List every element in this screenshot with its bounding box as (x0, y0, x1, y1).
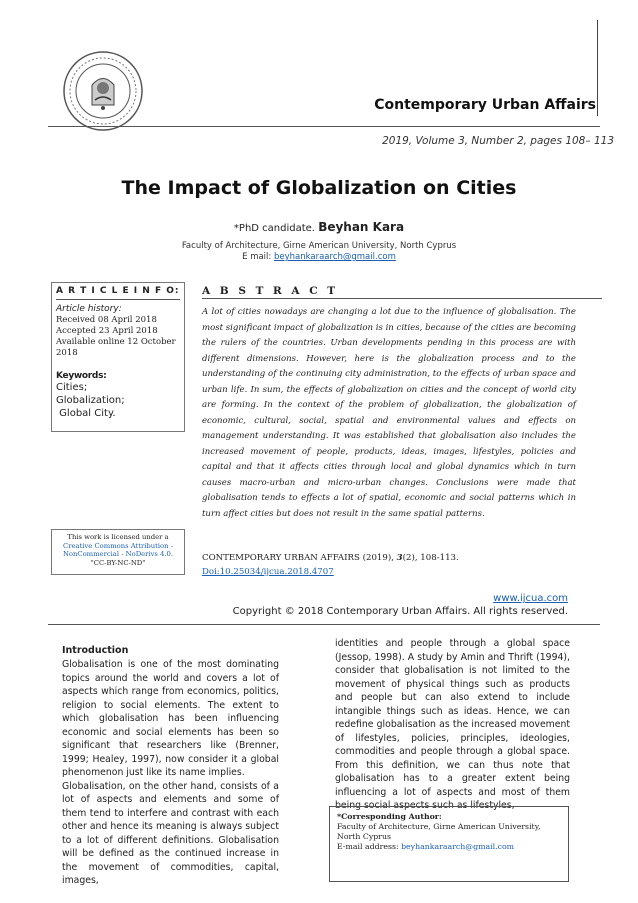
article-info-heading: A R T I C L E I N F O: (56, 286, 180, 300)
online-date: Available online 12 October 2018 (56, 337, 176, 358)
journal-title: Contemporary Urban Affairs (374, 97, 596, 113)
license-link[interactable]: Creative Commons Attribution - NonCommercial - NoDerivs 4.0. (62, 541, 174, 559)
body-right-column (335, 637, 570, 813)
keyword-item: Global City. (56, 408, 116, 419)
section-rule (48, 624, 600, 625)
article-history-label: Article history: (56, 304, 122, 314)
abstract-heading: A B S T R A C T (202, 285, 339, 297)
introduction-heading: Introduction (62, 645, 129, 656)
body-left-column (62, 658, 279, 888)
header-vertical-rule (597, 20, 598, 116)
accepted-date: Accepted 23 April 2018 (56, 326, 158, 336)
corresponding-author-label: *Corresponding Author: (337, 812, 442, 821)
journal-seal-icon (62, 50, 144, 132)
corresponding-email-line (337, 842, 561, 852)
citation-pages: (2), 108-113. (402, 553, 459, 563)
abstract-text: A lot of cities nowadays are changing a lot due to the influence of globalisation. The most significant impact of globalization is in cities, because of the cities are becoming the rulers of the countries. Urban developments pending in this process are with different dimensions. However, here is the globalization process and to the understanding of the continuing city administration, to the effects of urban space and urban life. In sum, the effects of globalization on cities and the concept of world city are forming. In the context of the problem of globalization, the globalization of economic, cultural, social, spatial and environmental values and effects on management understanding. It was established that globalisation also includes the increased movement of people, products, ideas, images, lifestyles, policies and capital and that it affects cities through local and global dynamics which in turn causes macro-urban and micro-urban changes. Conclusions were made that globalisation tends to effects a lot of spatial, economic and social patterns which in turn affect cities but does not result in the same spatial patterns. (202, 307, 576, 519)
author-name: Beyhan Kara (318, 220, 405, 234)
doi-link[interactable]: Doi:10.25034/ijcua.2018.4707 (202, 567, 334, 577)
corresponding-affiliation: Faculty of Architecture, Girne American University, North Cyprus (337, 822, 541, 841)
abstract-rule (202, 298, 602, 299)
citation-line (202, 553, 459, 563)
website-link[interactable]: www.ijcua.com (493, 593, 568, 604)
article-dates (56, 315, 180, 359)
header-rule (48, 126, 600, 127)
license-text: This work is licensed under a (67, 533, 169, 541)
corresponding-author-box (329, 806, 569, 882)
keyword-item: Globalization; (56, 395, 125, 406)
citation-volume: 3 (396, 553, 403, 563)
author-prefix: *PhD candidate. (233, 223, 315, 234)
left-column-text: Globalisation is one of the most dominating topics around the world and covers a lot of aspects which range from economics, politics, religion to social elements. The extent to which globalisation has been influencing economic and social elements has been so significant that researchers like (Brenner, 1999; Healey, 1997), now consider it a global phenomenon just like its name implies. Globalisation, on the other hand, consists of a lot of aspects and elements and some of them tend to interfere and contrast with each other and hence its meaning is always subject to a lot of different definitions. Globalisation will be defined as the continued increase in the movement of commodities, capital, images, (62, 659, 279, 886)
author-line (0, 220, 638, 234)
copyright-notice: Copyright © 2018 Contemporary Urban Affairs. All rights reserved. (232, 606, 568, 617)
author-email-line (0, 252, 638, 262)
author-affiliation: Faculty of Architecture, Girne American University, North Cyprus (181, 241, 457, 251)
email-label: E mail: (242, 252, 272, 262)
article-info-box (51, 282, 185, 432)
volume-line: 2019, Volume 3, Number 2, pages 108– 113 (382, 135, 614, 147)
corresponding-email-link[interactable]: beyhankaraarch@gmail.com (401, 842, 515, 851)
right-column-text: identities and people through a global space (Jessop, 1998). A study by Amin and Thrift (1994), consider that globalisation is not limited to the movement of physical things such as products and people but can also extend to include intangible things such as ideas. Hence, we can redefine globalisation as the increased movement of lifestyles, policies, principles, ideologies, commodities and people through a global space. From this definition, we can thus note that globalisation has to a greater extent being influencing a lot of aspects and most of them being social aspects such as lifestyles, (335, 638, 570, 811)
corresponding-email-label: E-mail address: (337, 842, 402, 851)
author-email-link[interactable]: beyhankaraarch@gmail.com (273, 252, 396, 262)
paper-title: The Impact of Globalization on Cities (121, 177, 517, 199)
keyword-item: Cities; (56, 382, 88, 393)
license-box (51, 529, 185, 575)
received-date: Received 08 April 2018 (56, 315, 157, 325)
license-code: "CC-BY-NC-ND" (90, 558, 146, 567)
keywords-label: Keywords: (56, 371, 107, 381)
citation-journal: CONTEMPORARY URBAN AFFAIRS (2019), (202, 553, 397, 563)
